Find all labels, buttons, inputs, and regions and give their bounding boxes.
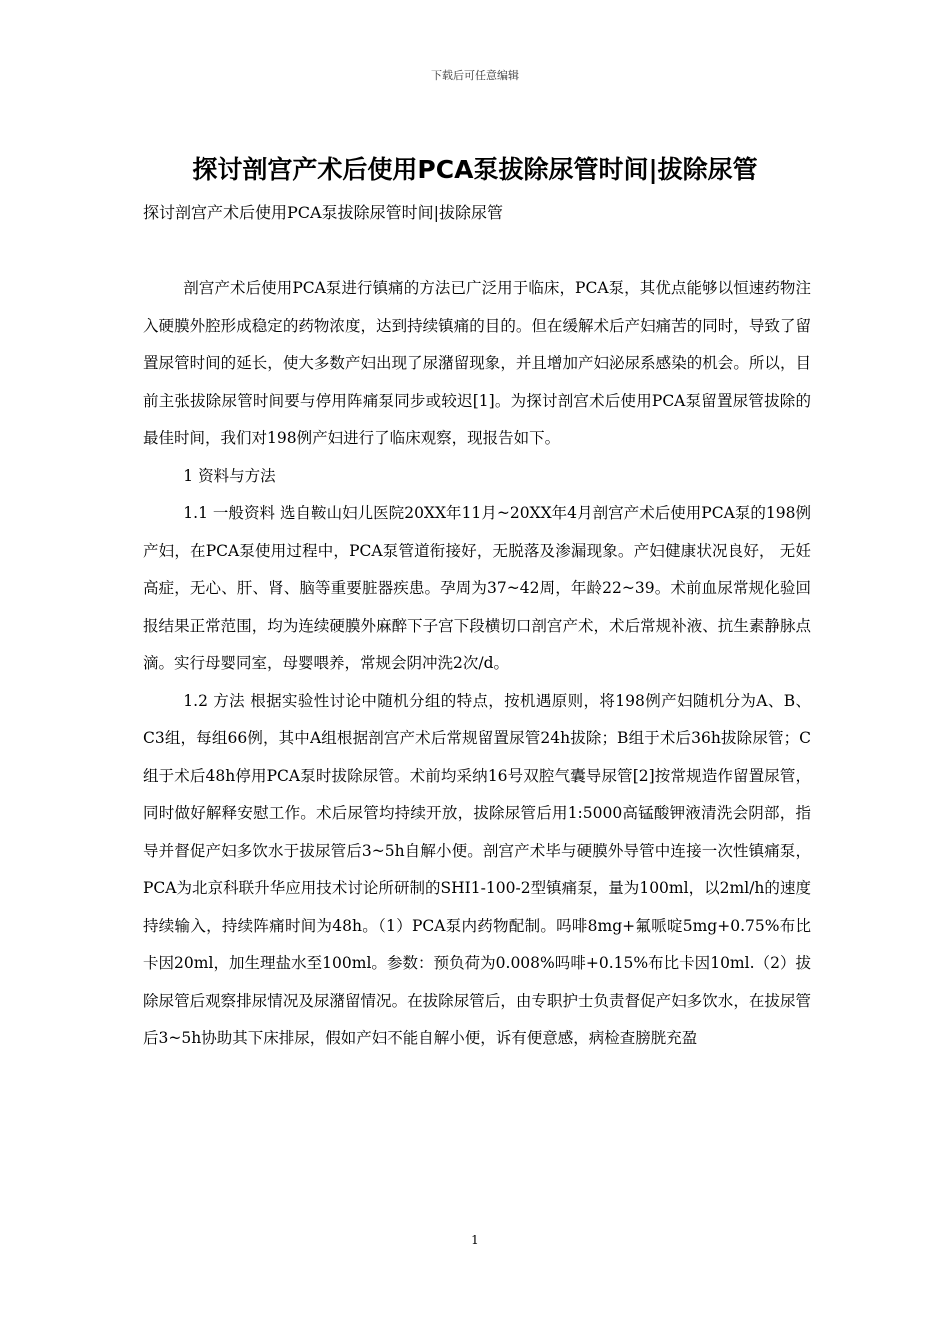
document-subtitle: 探讨剖宫产术后使用PCA泵拔除尿管时间|拔除尿管 [143, 203, 503, 222]
paragraph-methods: 1.2 方法 根据实验性讨论中随机分组的特点，按机遇原则，将198例产妇随机分为A、B、C3组，每组66例，其中A组根据剖宫产术后常规留置尿管24h拔除；B组于术后36h拔除尿管；C组于术后48h停用PCA泵时拔除尿管。术前均采纳16号双腔气囊导尿管[2]按常规造作留置尿管，同时做好解释安慰工作。术后尿管均持续开放，拔除尿管后用1:5000高锰酸钾液清洗会阴部，指导并督促产妇多饮水于拔尿管后3~5h自解小便。剖宫产术毕与硬膜外导管中连接一次性镇痛泵，PCA为北京科联升华应用技术讨论所研制的SHI1-100-2型镇痛泵，量为100ml，以2ml/h的速度持续输入，持续阵痛时间为48h。（1）PCA泵内药物配制。吗啡8mg+氟哌啶5mg+0.75%布比卡因20ml，加生理盐水至100ml。参数：预负荷为0.008%吗啡+0.15%布比卡因10ml.（2）拔除尿管后观察排尿情况及尿潴留情况。在拔除尿管后，由专职护士负责督促产妇多饮水，在拔尿管后3~5h协助其下床排尿，假如产妇不能自解小便，诉有便意感，病检查膀胱充盈 [143, 691, 811, 1047]
section-heading-materials-methods: 1 资料与方法 [183, 466, 276, 485]
page-header: 下载后可任意编辑 [431, 69, 519, 82]
document-body [143, 270, 811, 1058]
paragraph-intro: 剖宫产术后使用PCA泵进行镇痛的方法已广泛用于临床，PCA泵，其优点能够以恒速药物注入硬膜外腔形成稳定的药物浓度，达到持续镇痛的目的。但在缓解术后产妇痛苦的同时，导致了留置尿管时间的延长，使大多数产妇出现了尿潴留现象，并且增加产妇泌尿系感染的机会。所以，目前主张拔除尿管时间要与停用阵痛泵同步或较迟[1]。为探讨剖宫术后使用PCA泵留置尿管拔除的最佳时间，我们对198例产妇进行了临床观察，现报告如下。 [143, 279, 811, 447]
page-number: 1 [471, 1233, 479, 1247]
document-title: 探讨剖宫产术后使用PCA泵拔除尿管时间|拔除尿管 [192, 155, 758, 184]
paragraph-general-data: 1.1 一般资料 选自鞍山妇儿医院20XX年11月~20XX年4月剖宫产术后使用PCA泵的198例产妇，在PCA泵使用过程中，PCA泵管道衔接好，无脱落及渗漏现象。产妇健康状况良好， 无妊高症，无心、肝、肾、脑等重要脏器疾患。孕周为37~42周，年龄22~39。术前血尿常规化验回报结果正常范围，均为连续硬膜外麻醉下子宫下段横切口剖宫产术，术后常规补液、抗生素静脉点滴。实行母婴同室，母婴喂养，常规会阴冲洗2次/d。 [143, 504, 811, 672]
